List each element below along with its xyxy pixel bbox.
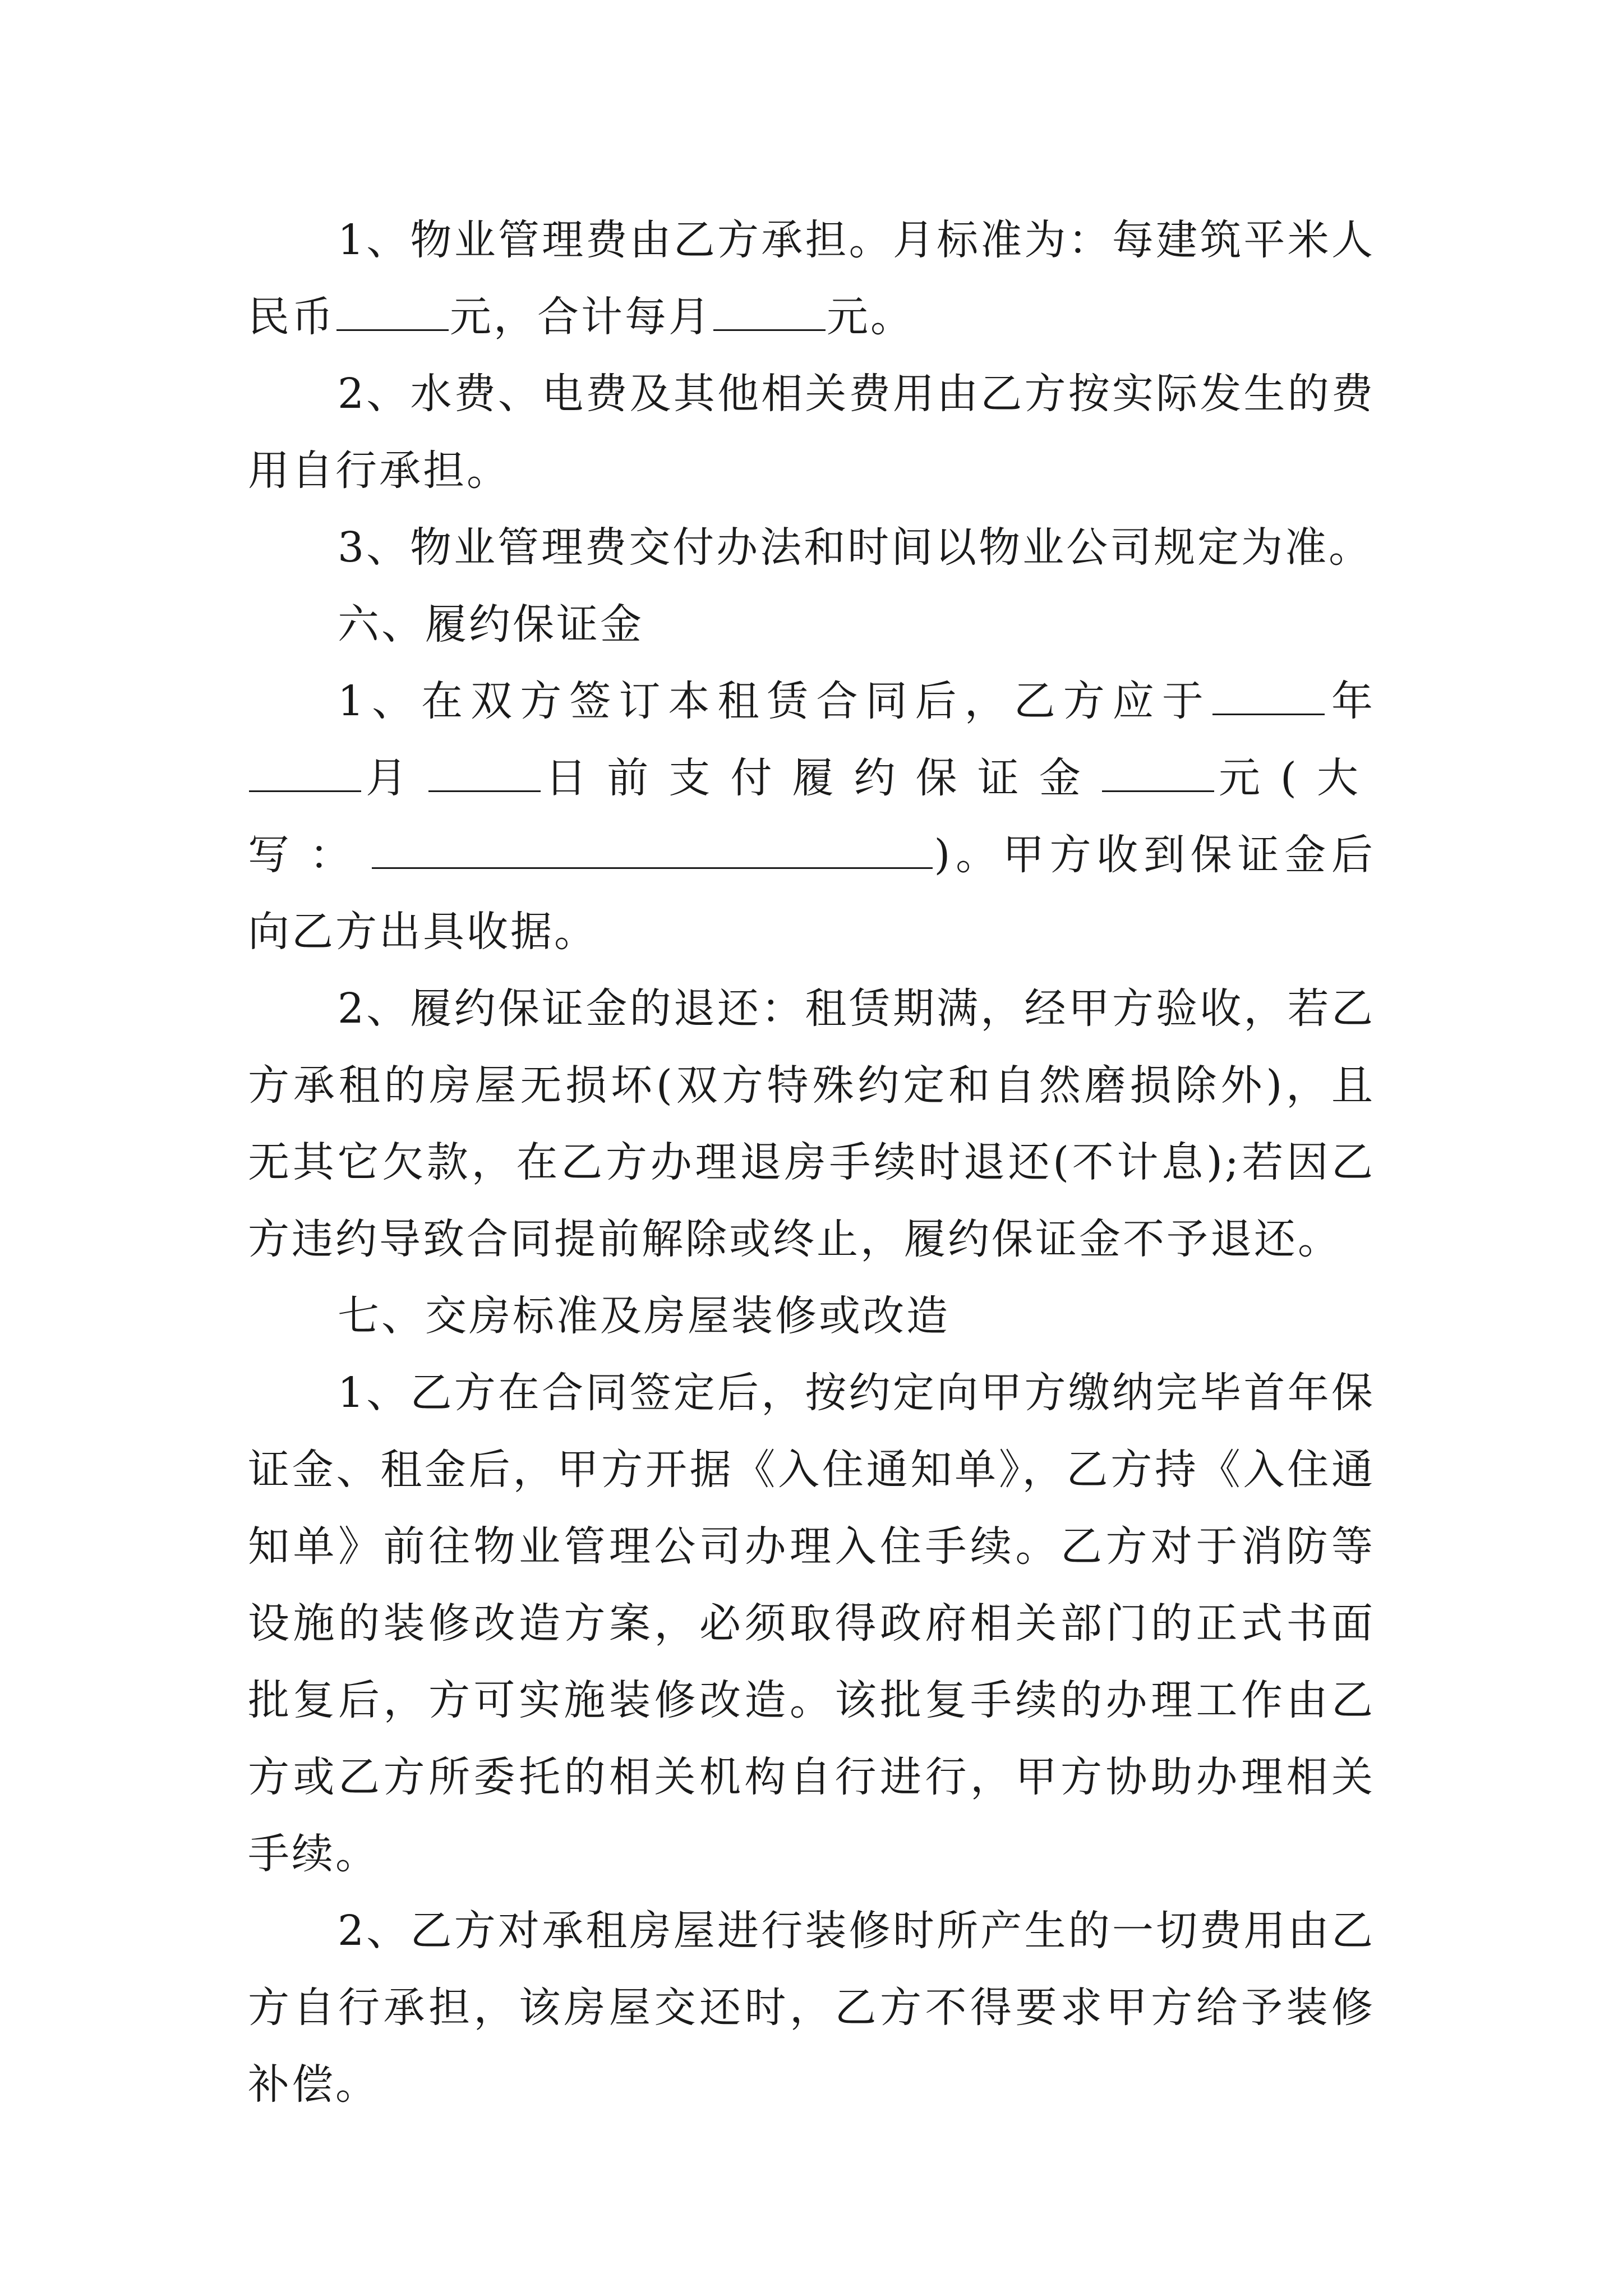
- fill-blank-deposit-amount[interactable]: [1102, 756, 1214, 792]
- clause-5-3: 3、物业管理费交付办法和时间以物业公司规定为准。: [338, 523, 1373, 572]
- clause-6-1-text-a: 1、在双方签订本租赁合同后，乙方应于: [338, 677, 1211, 725]
- fill-blank-year[interactable]: [1212, 679, 1325, 715]
- clause-5-1-text-c: 元。: [827, 293, 914, 341]
- clause-6-1-text-c: 月: [362, 754, 428, 802]
- clause-6-1: [248, 663, 1375, 970]
- clause-5-2: 2、水费、电费及其他相关费用由乙方按实际发生的费用自行承担。: [248, 370, 1375, 495]
- fill-blank-rate[interactable]: [336, 295, 449, 331]
- section-6-heading: 六、履约保证金: [338, 600, 644, 648]
- fill-blank-month[interactable]: [249, 756, 361, 792]
- clause-6-1-text-f: )。甲方收到保证金后向乙方出具收据。: [248, 831, 1376, 956]
- section-7-heading: 七、交房标准及房屋装修或改造: [338, 1292, 950, 1340]
- fill-blank-monthly-total[interactable]: [713, 295, 826, 331]
- clause-6-1-text-e: 元(大写：: [248, 754, 1376, 879]
- clause-5-1-text-a: 1、物业管理费由乙方承担。月标准为：每建筑平米人民币: [248, 216, 1375, 341]
- clause-6-1-text-d: 日前支付履约保证金: [542, 754, 1101, 802]
- clause-7-2: 2、乙方对承租房屋进行装修时所产生的一切费用由乙方自行承担，该房屋交还时，乙方不得要求甲方给予装修补偿。: [248, 1907, 1375, 2109]
- clause-6-2: 2、履约保证金的退还：租赁期满，经甲方验收，若乙方承租的房屋无损坏(双方特殊约定和自然磨损除外)，且无其它欠款，在乙方办理退房手续时退还(不计息);若因乙方违约导致合同提前解除或终止，履约保证金不予退还。: [248, 984, 1375, 1263]
- fill-blank-day[interactable]: [428, 756, 541, 792]
- clause-6-1-text-b: 年: [1325, 677, 1375, 725]
- fill-blank-amount-in-words[interactable]: [372, 832, 933, 869]
- clause-7-1: 1、乙方在合同签定后，按约定向甲方缴纳完毕首年保证金、租金后，甲方开据《入住通知单》，乙方持《入住通知单》前往物业管理公司办理入住手续。乙方对于消防等设施的装修改造方案，必须取得政府相关部门的正式书面批复后，方可实施装修改造。该批复手续的办理工作由乙方或乙方所委托的相关机构自行进行，甲方协助办理相关手续。: [248, 1369, 1375, 1878]
- document-body: [248, 202, 1375, 2123]
- clause-5-1: [248, 202, 1375, 356]
- clause-5-1-text-b: 元，合计每月: [450, 293, 712, 341]
